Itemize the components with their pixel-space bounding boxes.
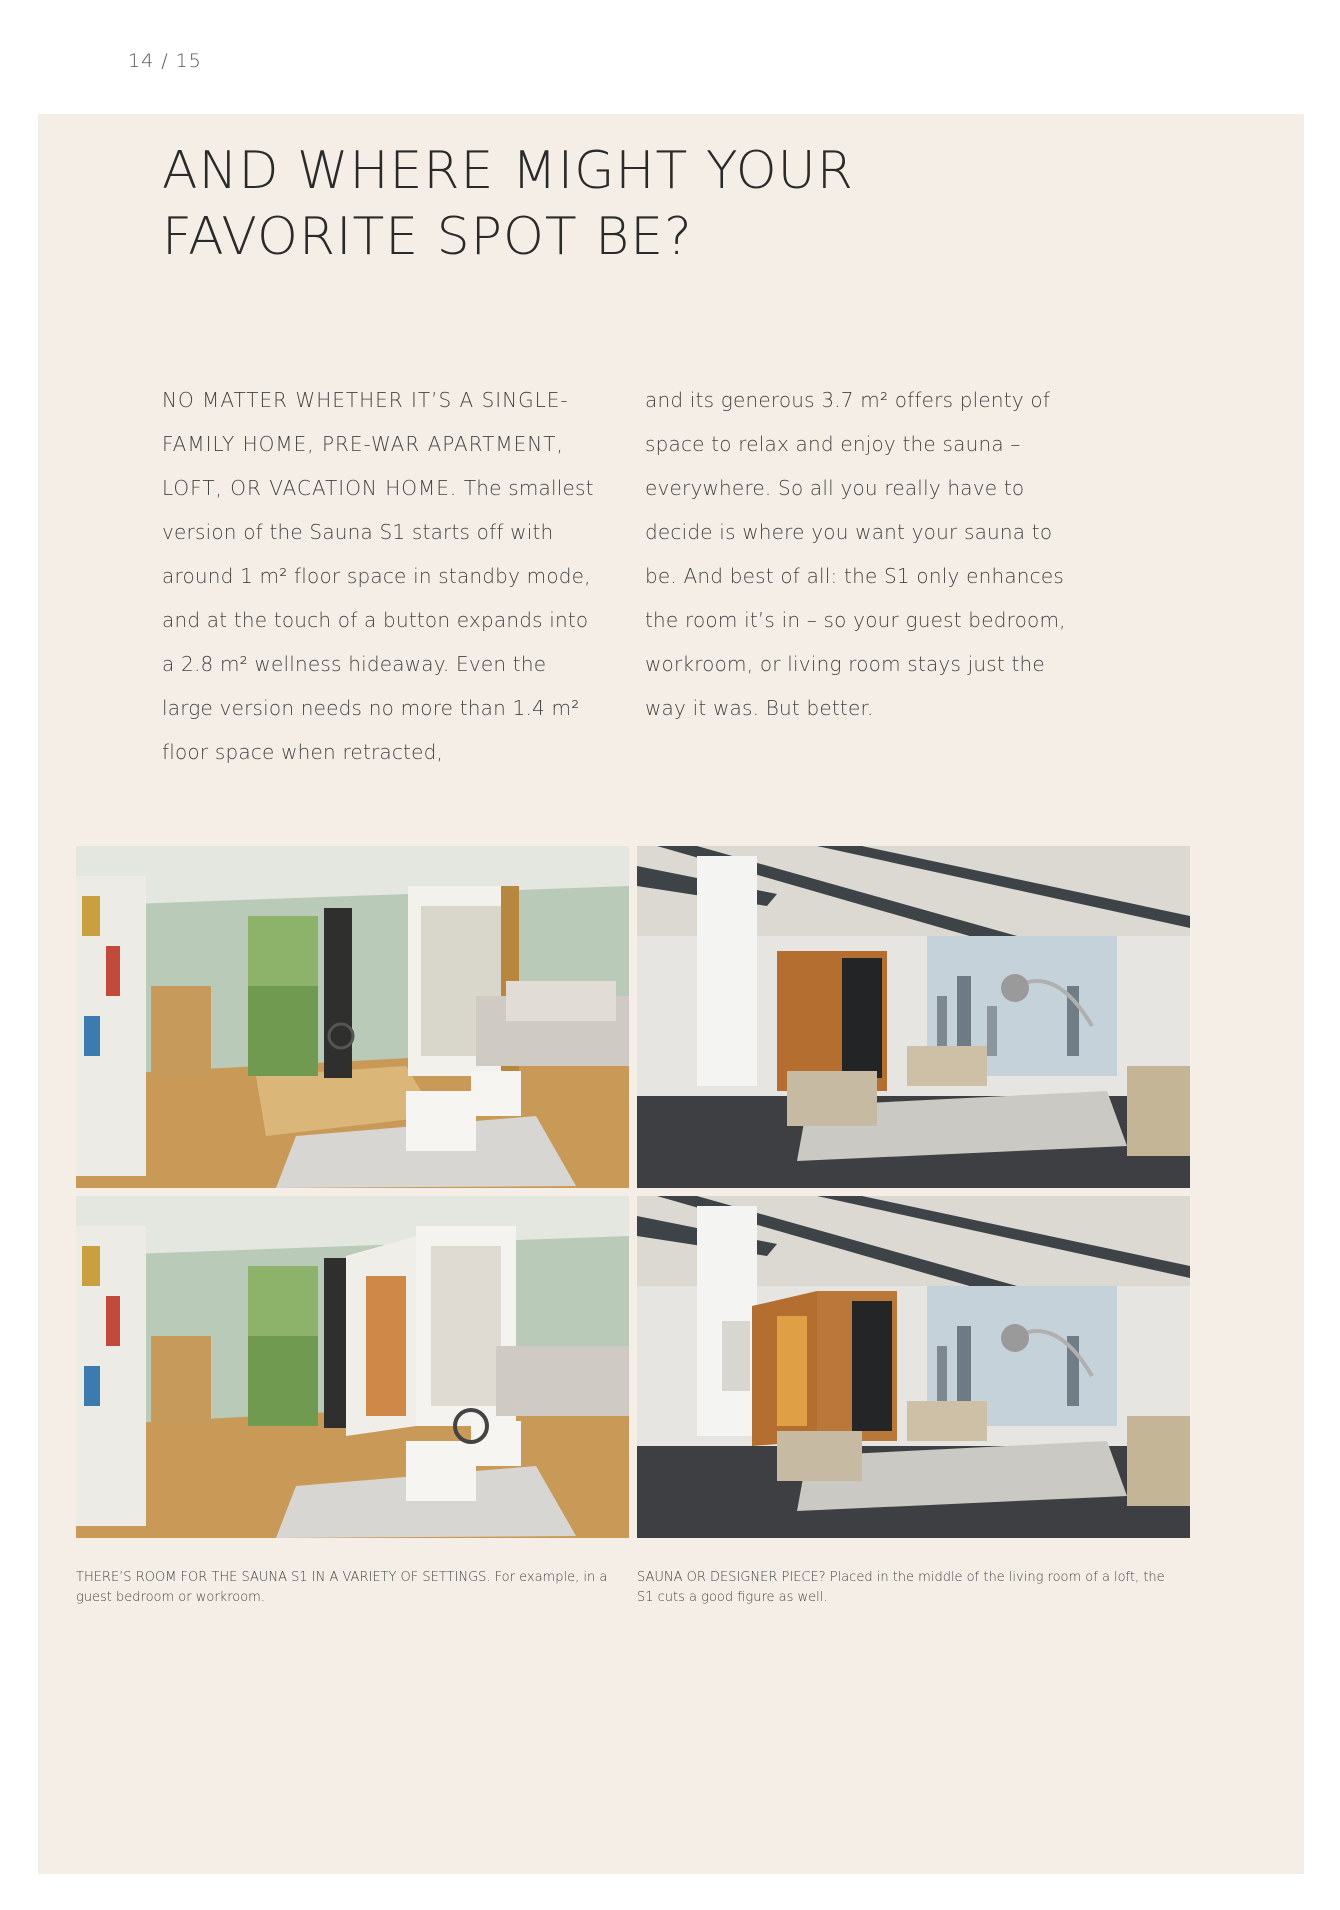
body-lead: NO MATTER WHETHER IT’S A SINGLE-FAMILY HOME, PRE-WAR APARTMENT, LOFT, OR VACATION HOME.: [162, 388, 569, 500]
body-column-left: [162, 378, 602, 774]
photo-loft-retracted: [637, 846, 1190, 1188]
title-line-1: AND WHERE MIGHT YOUR: [162, 141, 854, 201]
photo-workroom-expanded: [76, 1196, 629, 1538]
body-column-right: [645, 378, 1085, 730]
body-left-text: The smallest version of the Sauna S1 starts off with around 1 m² floor space in standby mode, and at the touch of a button expands into a 2.8 m² wellness hideaway. Even the large version needs no more than 1.4 m² floor space when retracted,: [162, 476, 594, 764]
caption-right: [637, 1568, 1177, 1608]
page-title: [162, 138, 854, 270]
caption-right-lead: SAUNA OR DESIGNER PIECE?: [637, 1570, 826, 1585]
body-right-text: and its generous 3.7 m² offers plenty of space to relax and enjoy the sauna – everywhere. So all you really have to decide is where you want your sauna to be. And best of all: the S1 only enhances the room it’s in – so your guest bedroom, workroom, or living room stays just the way it was. But better.: [645, 388, 1066, 720]
loft-expanded-image: [637, 1196, 1190, 1538]
workroom-expanded-image: [76, 1196, 629, 1538]
caption-right-text: Placed in the middle of the living room of a loft, the S1 cuts a good figure as well.: [637, 1570, 1165, 1605]
workroom-retracted-image: [76, 846, 629, 1188]
title-line-2: FAVORITE SPOT BE?: [162, 207, 693, 267]
caption-left: [76, 1568, 616, 1608]
caption-left-lead: THERE’S ROOM FOR THE SAUNA S1 IN A VARIETY OF SETTINGS.: [76, 1570, 491, 1585]
photo-workroom-retracted: [76, 846, 629, 1188]
loft-retracted-image: [637, 846, 1190, 1188]
page-number: 14 / 15: [128, 50, 202, 72]
photo-loft-expanded: [637, 1196, 1190, 1538]
caption-left-text: For example, in a guest bedroom or workroom.: [76, 1570, 608, 1605]
